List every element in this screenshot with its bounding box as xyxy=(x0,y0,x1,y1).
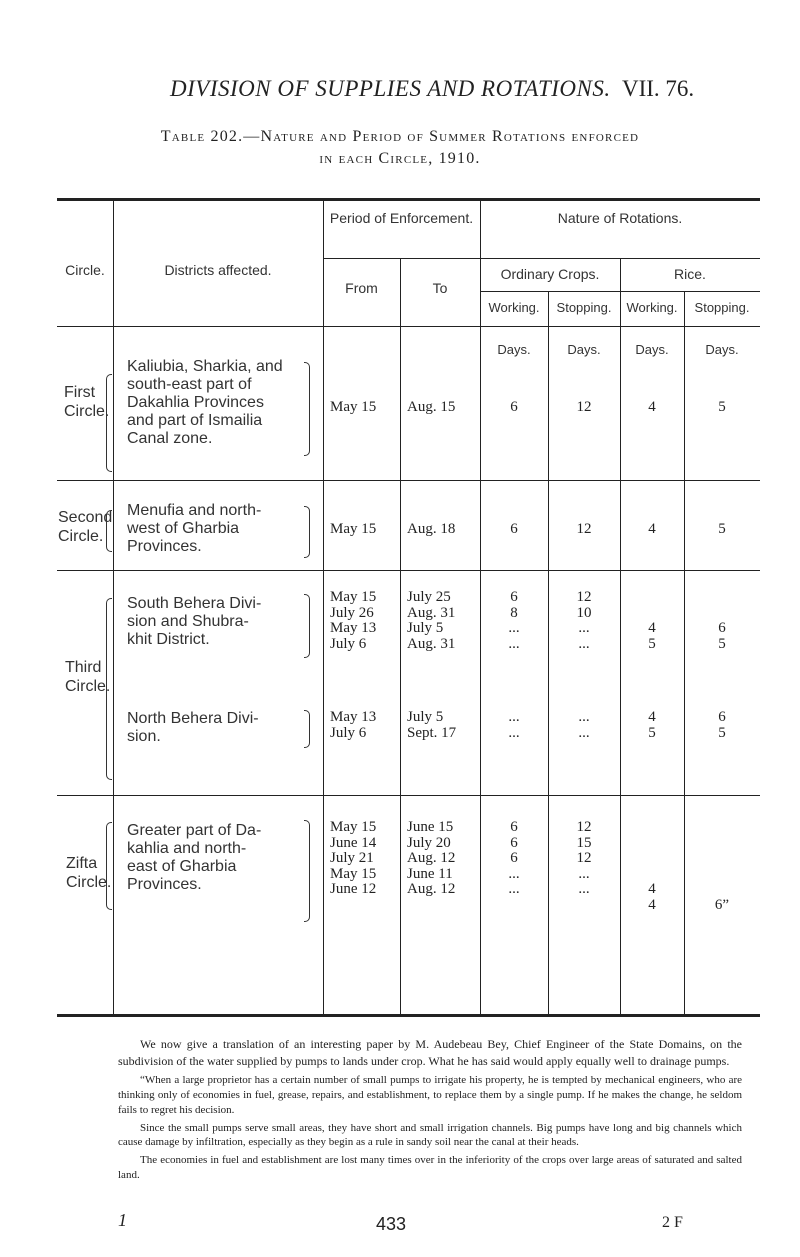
unit-oc-working: Days. xyxy=(497,342,531,357)
header-rice: Rice. xyxy=(674,266,706,282)
rice-stopping: 5 xyxy=(718,399,726,415)
oc-stopping: 12 xyxy=(576,399,592,415)
rice-stopping-values xyxy=(702,710,742,741)
value: ... xyxy=(578,620,590,636)
rice-stopping-values xyxy=(702,898,742,914)
circle-name xyxy=(58,508,112,546)
oc-stopping-values xyxy=(564,590,604,652)
district-line: sion. xyxy=(127,728,161,745)
brace xyxy=(106,598,112,780)
value: 6 xyxy=(510,834,518,851)
from-dates xyxy=(330,710,376,741)
district-line: Canal zone. xyxy=(127,430,213,447)
value: 15 xyxy=(576,834,592,851)
to-date: Aug. 15 xyxy=(407,399,456,415)
to-date: Aug. 12 xyxy=(407,850,456,866)
circle-label: Circle. xyxy=(65,678,111,695)
paragraph-small-pumps: Since the small pumps serve small areas, they have short and small irrigation channels. Big pumps have long and big channels which cause damage by infiltration, especially as they begin as a rule in sandy soil near the canal at their heads. xyxy=(118,1121,742,1149)
districts-north-behera xyxy=(127,710,302,746)
oc-working-values xyxy=(494,710,534,741)
col-divider-3 xyxy=(400,258,401,1014)
paragraph-quote-opening: “When a large proprietor has a certain number of small pumps to irrigate his property, he is tempted by mechanical engineers, who are thinking only of economies in fuel, grease, repairs, and establishment, to replace them by a single pump. If he makes the change, he seldom fails to regret his decision. xyxy=(118,1073,742,1116)
oc-stopping: 12 xyxy=(576,521,592,537)
value: 8 xyxy=(510,604,518,621)
districts xyxy=(127,502,302,556)
district-line: Menufia and north- xyxy=(127,502,262,519)
circle-label: Circle. xyxy=(66,874,112,891)
value: ... xyxy=(578,881,590,897)
brace xyxy=(304,710,310,748)
rice-stopping-values xyxy=(702,621,742,652)
to-dates xyxy=(407,820,455,898)
rice-working-values xyxy=(632,882,672,913)
districts xyxy=(127,358,302,448)
district-line: kahlia and north- xyxy=(127,840,247,857)
table-top-rule xyxy=(57,198,760,201)
value: 5 xyxy=(648,635,656,652)
to-dates xyxy=(407,590,455,652)
value: 5 xyxy=(648,724,656,741)
to-date: June 11 xyxy=(407,865,453,882)
unit-oc-stopping: Days. xyxy=(567,342,601,357)
row-rule-1 xyxy=(57,480,760,481)
district-line: North Behera Divi- xyxy=(127,710,259,727)
district-line: South Behera Divi- xyxy=(127,595,262,612)
from-date: July 26 xyxy=(330,604,374,621)
header-circle: Circle. xyxy=(65,262,105,278)
value: ... xyxy=(508,620,520,636)
unit-rice-working: Days. xyxy=(635,342,669,357)
value: ... xyxy=(508,881,520,897)
row-rule-3 xyxy=(57,795,760,796)
col-divider-4 xyxy=(480,201,481,1014)
col-divider-6 xyxy=(620,258,621,1014)
from-date: May 13 xyxy=(330,709,377,725)
district-line: Kaliubia, Sharkia, and xyxy=(127,358,283,375)
to-date: July 25 xyxy=(407,589,451,605)
district-line: Provinces. xyxy=(127,876,202,893)
district-line: west of Gharbia xyxy=(127,520,240,537)
value: ... xyxy=(578,709,590,725)
oc-working: 6 xyxy=(510,521,518,537)
signature-mark: 1 xyxy=(118,1210,127,1230)
from-date: July 21 xyxy=(330,850,374,866)
value: ... xyxy=(578,724,590,741)
row-rule-2 xyxy=(57,570,760,571)
value: 12 xyxy=(576,819,592,835)
col-divider-7 xyxy=(684,291,685,1014)
circle-label: Second xyxy=(58,509,113,526)
districts xyxy=(127,822,302,894)
district-line: Provinces. xyxy=(127,538,202,555)
circle-label: Circle. xyxy=(58,528,104,545)
oc-working-values xyxy=(494,820,534,898)
districts-south-behera xyxy=(127,595,302,649)
value: ... xyxy=(508,724,520,741)
brace xyxy=(304,594,310,658)
from-date: May 15 xyxy=(330,399,377,415)
district-line: Dakahlia Provinces xyxy=(127,394,264,411)
circle-label: Zifta xyxy=(66,855,98,872)
value: 6 xyxy=(510,819,518,835)
col-divider-1 xyxy=(113,201,114,1014)
circle-label: First xyxy=(64,384,96,401)
running-head-number: VII. 76. xyxy=(622,76,695,101)
from-date: May 15 xyxy=(330,589,377,605)
paragraph-intro-text: We now give a translation of an interesting paper by M. Audebeau Bey, Chief Engineer of the State Domains, on the subdivision of the water supplied by pumps to lands under crop. What he has said would apply equally well to drainage pumps. xyxy=(118,1037,742,1068)
to-date: July 5 xyxy=(407,620,444,636)
from-date: May 13 xyxy=(330,620,377,636)
rice-working: 4 xyxy=(648,521,656,537)
from-date: June 12 xyxy=(330,881,377,897)
table-caption-line-1: Table 202.—Nature and Period of Summer Rotations enforced xyxy=(160,128,640,145)
value: 4 xyxy=(648,896,656,913)
value: 4 xyxy=(648,620,656,636)
rice-working: 4 xyxy=(648,399,656,415)
from-dates xyxy=(330,590,376,652)
district-line: khit District. xyxy=(127,631,210,648)
header-nature: Nature of Rotations. xyxy=(557,210,683,226)
circle-name xyxy=(65,658,110,696)
to-date: Aug. 31 xyxy=(407,604,456,621)
to-date: Aug. 18 xyxy=(407,521,456,537)
district-line: and part of Ismailia xyxy=(127,412,263,429)
district-line: south-east part of xyxy=(127,376,252,393)
value: 4 xyxy=(648,709,656,725)
header-period: Period of Enforcement. xyxy=(329,210,474,226)
value: 6 xyxy=(510,589,518,605)
circle-label: Third xyxy=(65,659,102,676)
value: 5 xyxy=(718,635,726,652)
circle-label: Circle. xyxy=(64,403,110,420)
to-date: July 5 xyxy=(407,709,444,725)
brace xyxy=(304,362,310,456)
col-divider-5 xyxy=(548,291,549,1014)
header-to: To xyxy=(432,280,448,296)
running-head-title: DIVISION OF SUPPLIES AND ROTATIONS. xyxy=(170,76,611,101)
circle-name xyxy=(64,383,109,421)
district-line: east of Gharbia xyxy=(127,858,237,875)
to-date: July 20 xyxy=(407,834,451,851)
body-text xyxy=(118,1036,742,1186)
printer-signature: 2 F xyxy=(662,1214,683,1231)
header-rule xyxy=(57,326,760,327)
to-date: Sept. 17 xyxy=(407,724,457,741)
header-oc-stopping: Stopping. xyxy=(556,300,612,315)
oc-working-values xyxy=(494,590,534,652)
circle-name xyxy=(66,854,111,892)
period-sub-rule xyxy=(323,258,480,259)
value: ... xyxy=(508,635,520,652)
brace xyxy=(304,506,310,558)
value: 5 xyxy=(718,724,726,741)
value: 6” xyxy=(714,897,730,913)
value: 12 xyxy=(576,589,592,605)
rice-stopping: 5 xyxy=(718,521,726,537)
from-dates xyxy=(330,820,376,898)
to-date: June 15 xyxy=(407,819,454,835)
district-line: Greater part of Da- xyxy=(127,822,262,839)
unit-rice-stopping: Days. xyxy=(705,342,739,357)
value: ... xyxy=(508,865,520,882)
value: 6 xyxy=(718,709,726,725)
to-dates xyxy=(407,710,456,741)
header-rice-stopping: Stopping. xyxy=(694,300,750,315)
value: ... xyxy=(508,709,520,725)
from-date: July 6 xyxy=(330,635,367,652)
from-date: May 15 xyxy=(330,819,377,835)
value: 6 xyxy=(718,620,726,636)
value: 6 xyxy=(510,850,518,866)
value: 4 xyxy=(648,881,656,897)
from-date: July 6 xyxy=(330,724,367,741)
brace xyxy=(106,374,112,472)
page-number: 433 xyxy=(376,1214,407,1234)
table-caption-line-2: in each Circle, 1910. xyxy=(319,150,481,167)
header-oc-working: Working. xyxy=(488,300,540,315)
to-date: Aug. 12 xyxy=(407,881,456,897)
brace xyxy=(106,822,112,910)
col-divider-2 xyxy=(323,201,324,1014)
oc-stopping-values xyxy=(564,710,604,741)
header-districts: Districts affected. xyxy=(164,262,272,278)
oc-working: 6 xyxy=(510,399,518,415)
district-line: sion and Shubra- xyxy=(127,613,249,630)
to-date: Aug. 31 xyxy=(407,635,456,652)
header-rice-working: Working. xyxy=(626,300,678,315)
brace xyxy=(106,510,112,552)
value: 10 xyxy=(576,604,592,621)
from-date: May 15 xyxy=(330,521,377,537)
from-date: June 14 xyxy=(330,834,377,851)
from-date: May 15 xyxy=(330,865,377,882)
value: ... xyxy=(578,865,590,882)
paragraph-economies: The economies in fuel and establishment are lost many times over in the inferiority of the crops over large areas of saturated and salted land. xyxy=(118,1154,742,1182)
rice-working-values xyxy=(632,710,672,741)
oc-stopping-values xyxy=(564,820,604,898)
value: 12 xyxy=(576,850,592,866)
running-head xyxy=(0,70,800,110)
brace xyxy=(304,820,310,922)
header-from: From xyxy=(345,280,378,296)
header-ordinary-crops: Ordinary Crops. xyxy=(500,266,600,282)
value: ... xyxy=(578,635,590,652)
rice-working-values xyxy=(632,621,672,652)
table-bottom-rule xyxy=(57,1014,760,1017)
